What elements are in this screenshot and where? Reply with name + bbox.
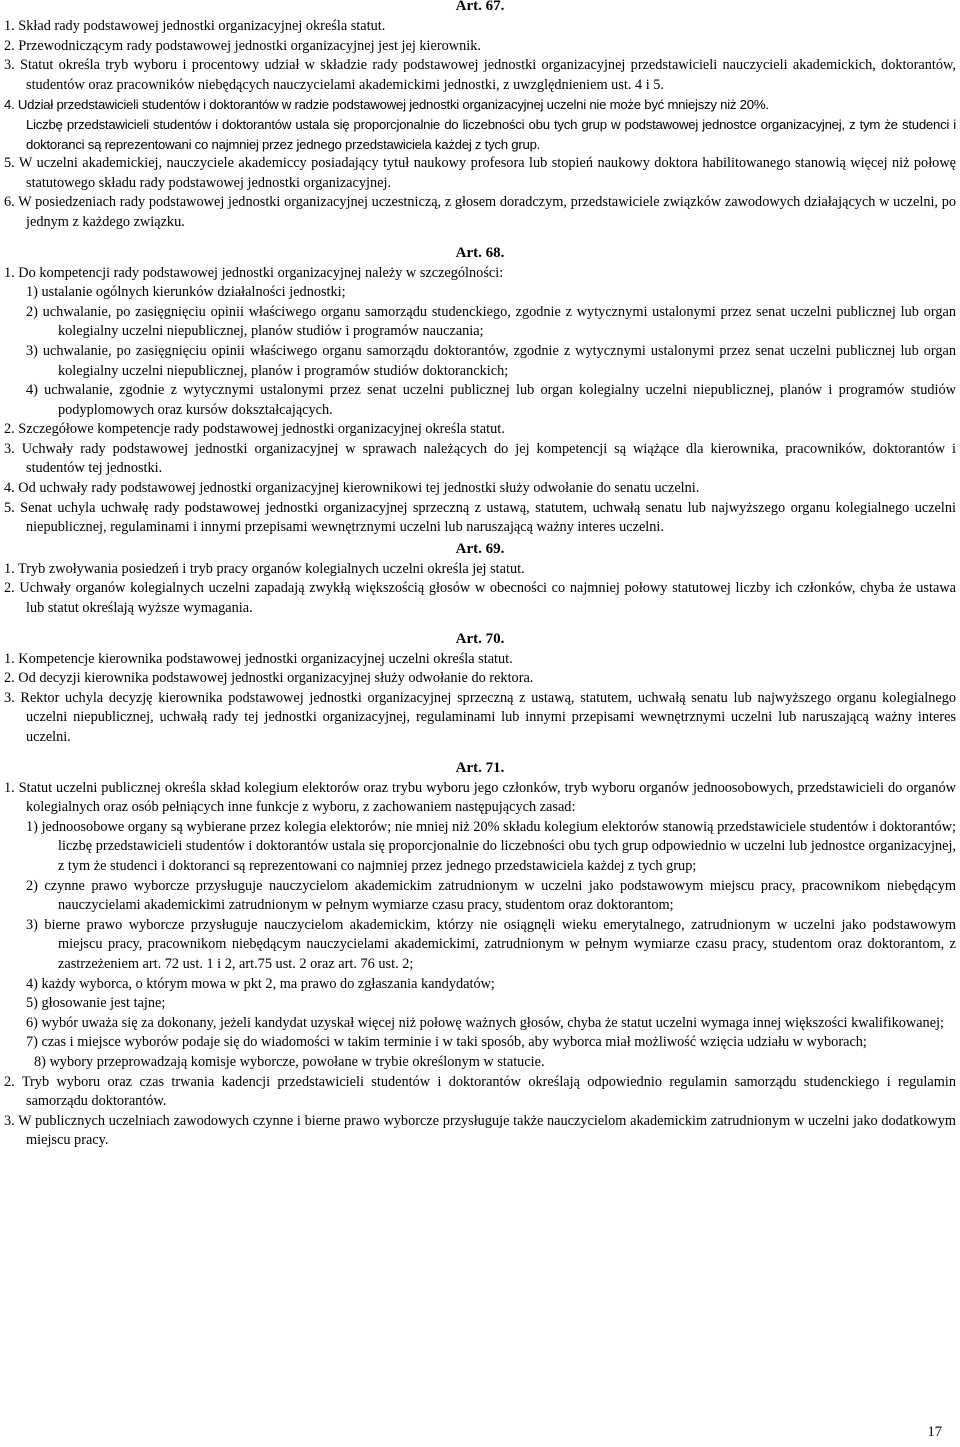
article-71-item-5: 5) głosowanie jest tajne; [26,995,166,1012]
article-68-para-3: 3. Uchwały rady podstawowej jednostki organizacyjnej w sprawach należących do jej kompetencji są wiążące dla kierownika, pracowników, doktorantów i studentów tej jednostki. [4,440,956,477]
article-67-para-1: 1. Skład rady podstawowej jednostki organizacyjnej określa statut. [4,18,386,34]
article-68-para-2: 2. Szczegółowe kompetencje rady podstawowej jednostki organizacyjnej określa statut. [4,421,505,438]
article-71-item-1: 1) jednoosobowe organy są wybierane przez kolegia elektorów; nie mniej niż 20% składu kolegium elektorów stanowią przedstawiciele studentów i doktorantów; liczbę przedstawicieli studentów i doktorantów ustala się proporcjonalnie do liczebności obu tych grup odpowiednio w uczelni lub jednostce organizacyjnej, z tym że studenci i doktoranci są reprezentowani co najmniej przez jednego przedstawiciela każdej z tych grup; [26,818,956,874]
article-71-para-3: 3. W publicznych uczelniach zawodowych czynne i bierne prawo wyborcze przysługuje także nauczycielom akademickim zatrudnionym w uczelni jako dodatkowym miejscu pracy. [4,1112,956,1149]
article-68-title: Art. 68. [455,244,505,261]
article-67-para-3: 3. Statut określa tryb wyboru i procentowy udział w składzie rady podstawowej jednostki organizacyjnej przedstawicieli nauczycieli akademickich, doktorantów, studentów oraz pracowników niebędących nauczycielami akademickimi jednostki, z uwzględnieniem ust. 4 i 5. [4,57,956,93]
article-68-para-1: 1. Do kompetencji rady podstawowej jednostki organizacyjnej należy w szczególności: [4,264,504,281]
article-70-para-3: 3. Rektor uchyla decyzję kierownika podstawowej jednostki organizacyjnej sprzeczną z ustawą, statutem, uchwałą senatu lub najwyższego organu kolegialnego uczelni niepublicznej, uchwałą rady tej jednostki organizacyjnej, regulaminami lub innymi przepisami wewnętrznymi uczelni lub naruszającą ważny interes uczelni. [4,689,956,745]
article-68-item-4: 4) uchwalanie, zgodnie z wytycznymi ustalonymi przez senat uczelni publicznej lub organ kolegialny uczelni niepublicznej, planów i programów studiów podyplomowych oraz kursów dokształcających. [26,382,956,418]
article-71-item-8: 8) wybory przeprowadzają komisje wyborcze, powołane w trybie określonym w statucie. [34,1053,545,1070]
article-68 [4,242,956,538]
article-67-para-2: 2. Przewodniczącym rady podstawowej jednostki organizacyjnej jest jej kierownik. [4,37,481,54]
article-69-para-1: 1. Tryb zwoływania posiedzeń i tryb pracy organów kolegialnych uczelni określa jej statut. [4,560,525,577]
page-number: 17 [927,1424,942,1441]
article-70-title: Art. 70. [455,630,505,647]
article-67-title: Art. 67. [455,0,505,14]
article-71-item-6: 6) wybór uważa się za dokonany, jeżeli kandydat uzyskał więcej niż połowę ważnych głosów, chyba że statut uczelni wymaga innej większości kwalifikowanej; [26,1014,944,1031]
article-67-para-4: 4. Udział przedstawicieli studentów i doktorantów w radzie podstawowej jednostki organizacyjnej uczelni nie może być mniejszy niż 20%. [4,97,769,113]
article-69-para-2: 2. Uchwały organów kolegialnych uczelni zapadają zwykłą większością głosów w obecności co najmniej połowy statutowej liczby ich członków, chyba że ustawa lub statut określają wyższe wymagania. [4,580,956,617]
article-68-para-4: 4. Od uchwały rady podstawowej jednostki organizacyjnej kierownikowi tej jednostki służy odwołanie do senatu uczelni. [4,480,700,497]
article-68-para-5: 5. Senat uchyla uchwałę rady podstawowej jednostki organizacyjnej sprzeczną z ustawą, statutem, uchwałą senatu lub najwyższego organu kolegialnego uczelni niepublicznej, regulaminami i innymi przepisami wewnętrznymi uczelni lub naruszającą ważny interes uczelni. [4,499,956,536]
article-71-para-2: 2. Tryb wyboru oraz czas trwania kadencji przedstawicieli studentów i doktorantów określają odpowiednio regulamin samorządu studenckiego i regulamin samorządu doktorantów. [4,1073,956,1110]
article-67-para-6: 6. W posiedzeniach rady podstawowej jednostki organizacyjnej uczestniczą, z głosem doradczym, przedstawiciele związków zawodowych działających w uczelni, po jednym z każdego związku. [4,194,956,230]
article-70 [4,628,956,748]
article-71-item-3: 3) bierne prawo wyborcze przysługuje nauczycielom akademickim, którzy nie osiągnęli wieku emerytalnego, zatrudnionym w uczelni jako podstawowym miejscu pracy, pracownikom niebędącym nauczycielami akademickimi, zatrudnionym w pełnym wymiarze czasu pracy, studentom oraz doktorantom, z zastrzeżeniem art. 72 ust. 1 i 2, art.75 ust. 2 oraz art. 76 ust. 2; [26,916,956,972]
document-body [4,0,956,1151]
article-68-item-2: 2) uchwalanie, po zasięgnięciu opinii właściwego organu samorządu studenckiego, zgodnie z wytycznymi ustalonymi przez senat uczelni publicznej lub organ kolegialny uczelni niepublicznej, planów studiów i programów nauczania; [26,303,956,340]
article-71-item-7: 7) czas i miejsce wyborów podaje się do wiadomości w takim terminie i w taki sposób, aby wyborca miał możliwość wzięcia udziału w wyborach; [26,1034,867,1051]
article-69 [4,538,956,619]
article-70-para-1: 1. Kompetencje kierownika podstawowej jednostki organizacyjnej uczelni określa statut. [4,650,513,667]
article-71-item-2: 2) czynne prawo wyborcze przysługuje nauczycielom akademickim zatrudnionym w uczelni jako podstawowym miejscu pracy, pracownikom niebędącym nauczycielami akademickimi zatrudnionym w pełnym wymiarze czasu pracy, studentom oraz doktorantom; [26,877,956,914]
article-68-item-1: 1) ustalanie ogólnych kierunków działalności jednostki; [26,284,346,301]
article-67 [4,0,956,233]
article-71 [4,757,956,1151]
article-68-item-3: 3) uchwalanie, po zasięgnięciu opinii właściwego organu samorządu doktorantów, zgodnie z wytycznymi ustalonymi przez senat uczelni publicznej lub organ kolegialny uczelni niepublicznej, planów i programów studiów doktoranckich; [26,342,956,379]
article-71-item-4: 4) każdy wyborca, o którym mowa w pkt 2, ma prawo do zgłaszania kandydatów; [26,975,495,992]
article-67-para-4-continued: Liczbę przedstawicieli studentów i doktorantów ustala się proporcjonalnie do liczebności obu tych grup w podstawowej jednostce organizacyjnej, z tym że studenci i doktoranci są reprezentowani co najmniej przez jednego przedstawiciela każdej z tych grup. [26,116,956,152]
article-70-para-2: 2. Od decyzji kierownika podstawowej jednostki organizacyjnej służy odwołanie do rektora. [4,670,534,687]
article-71-para-1: 1. Statut uczelni publicznej określa skład kolegium elektorów oraz trybu wyboru jego członków, tryb wyboru organów jednoosobowych, przedstawicieli do organów kolegialnych oraz osób pełniących inne funkcje z wyboru, z zachowaniem następujących zasad: [4,779,956,816]
article-69-title: Art. 69. [455,540,505,557]
article-71-title: Art. 71. [455,759,505,776]
article-67-para-5: 5. W uczelni akademickiej, nauczyciele akademiccy posiadający tytuł naukowy profesora lub stopień naukowy doktora habilitowanego stanowią więcej niż połowę statutowego składu rady podstawowej jednostki organizacyjnej. [4,155,956,191]
